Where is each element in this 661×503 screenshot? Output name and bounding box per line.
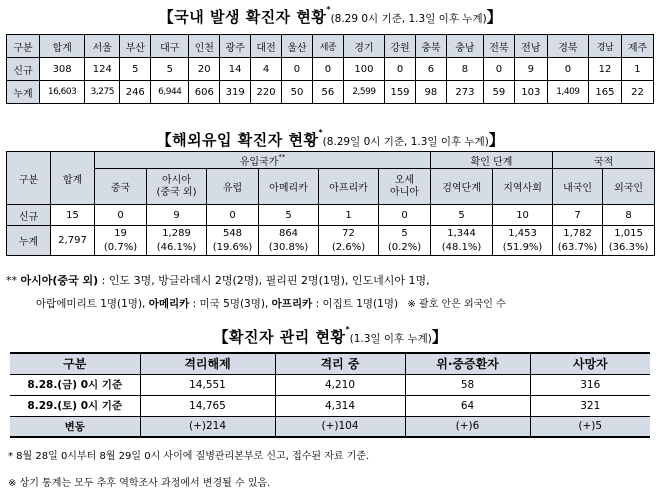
overseas-group-country-sup: ** (278, 152, 286, 161)
domestic-cell: 0 (312, 58, 343, 81)
domestic-cell: 5 (120, 58, 151, 81)
management-row-label: 변동 (10, 416, 140, 437)
overseas-sub-header: 내국인 (553, 169, 603, 205)
domestic-cell: 100 (343, 58, 384, 81)
domestic-header-cell: 광주 (220, 35, 251, 58)
overseas-title-sup: * (318, 128, 323, 137)
management-row (10, 374, 650, 395)
overseas-group-header-row (7, 152, 655, 169)
overseas-sub-header: 아프리카 (319, 169, 379, 205)
overseas-cell: 1,015 (603, 226, 655, 241)
domestic-header-cell: 경기 (343, 35, 384, 58)
note-america-text: : 미국 5명(3명), (189, 298, 272, 310)
domestic-cell: 0 (547, 58, 588, 81)
domestic-cell: 606 (189, 81, 220, 104)
domestic-cell: 4 (251, 58, 282, 81)
domestic-title-close: 】 (486, 8, 503, 26)
management-title-text: 【확진자 관리 현황 (213, 328, 346, 346)
overseas-cell: 1,782 (553, 226, 603, 241)
overseas-sub-header: 외국인 (603, 169, 655, 205)
domestic-header-row (7, 35, 654, 58)
overseas-cell: 1,344 (431, 226, 493, 241)
overseas-pct-cell: (48.1%) (431, 241, 493, 256)
overseas-row-percent (7, 241, 655, 256)
domestic-header-cell: 제주 (621, 35, 653, 58)
domestic-title (0, 6, 661, 27)
management-table (10, 352, 650, 438)
overseas-cell: 1 (319, 205, 379, 226)
domestic-cell: 0 (385, 58, 416, 81)
domestic-header-cell: 울산 (282, 35, 313, 58)
note-africa-label: 아프리카 (271, 298, 313, 310)
note-uae-text: 아랍에미리트 1명(1명), (36, 298, 149, 310)
overseas-col-category: 구분 (7, 152, 51, 205)
footnote-report-basis: * 8월 28일 0시부터 8월 29일 0시 사이에 질병관리본부로 신고, 접수된 자료 기준. (8, 451, 370, 462)
domestic-cell: 14 (220, 58, 251, 81)
management-title-close: 】 (431, 328, 448, 346)
overseas-sub-header: 아메리카 (259, 169, 319, 205)
management-cell: (+)6 (405, 416, 530, 437)
domestic-header-cell: 충남 (446, 35, 483, 58)
domestic-cell: 0 (282, 58, 313, 81)
overseas-new-label: 신규 (7, 205, 51, 226)
overseas-col-total: 합계 (51, 152, 95, 205)
overseas-row-new (7, 205, 655, 226)
management-title-sub: (1.3일 이후 누계) (349, 333, 432, 345)
overseas-title-close: 】 (488, 131, 505, 149)
domestic-cell: 308 (39, 58, 84, 81)
overseas-title-sub: (8.29일 0시 기준, 1.3일 이후 누계) (322, 136, 489, 148)
overseas-title (0, 129, 661, 150)
domestic-cell: 159 (385, 81, 416, 104)
overseas-cell: 864 (259, 226, 319, 241)
note-marker: ** (6, 274, 21, 287)
domestic-header-cell: 서울 (85, 35, 120, 58)
domestic-cell: 98 (415, 81, 446, 104)
overseas-sub-header: 아시아 (중국 외) (147, 169, 207, 205)
overseas-sub-header: 유럽 (207, 169, 259, 205)
domestic-cell: 1 (621, 58, 653, 81)
management-row-label: 8.28.(금) 0시 기준 (10, 374, 140, 395)
overseas-cell: 0 (95, 205, 147, 226)
overseas-pct-cell: (2.6%) (319, 241, 379, 256)
domestic-table (6, 34, 654, 104)
management-cell: 321 (530, 395, 650, 416)
overseas-sub-header-row (7, 169, 655, 205)
domestic-cell: 3,275 (85, 81, 120, 104)
domestic-cell: 103 (514, 81, 547, 104)
overseas-title-text: 【해외유입 확진자 현황 (156, 131, 319, 149)
overseas-cell: 5 (431, 205, 493, 226)
overseas-cell: 9 (147, 205, 207, 226)
management-title-sup: * (345, 325, 350, 334)
overseas-cell: 10 (493, 205, 553, 226)
overseas-group-check: 확인 단계 (431, 152, 553, 169)
overseas-cell: 0 (379, 205, 431, 226)
overseas-pct-cell: (51.9%) (493, 241, 553, 256)
overseas-pct-cell: (63.7%) (553, 241, 603, 256)
overseas-cell: 8 (603, 205, 655, 226)
overseas-pct-cell: (19.6%) (207, 241, 259, 256)
domestic-cell: 124 (85, 58, 120, 81)
overseas-pct-cell: (30.8%) (259, 241, 319, 256)
domestic-title-sub: (8.29 0시 기준, 1.3일 이후 누계) (330, 13, 487, 25)
overseas-table (6, 151, 655, 256)
domestic-cell: 5 (151, 58, 189, 81)
domestic-cell: 2,599 (343, 81, 384, 104)
domestic-cell: 1,409 (547, 81, 588, 104)
country-note-line2 (36, 295, 506, 311)
domestic-cell: 0 (483, 58, 514, 81)
domestic-cell: 신규 (7, 58, 40, 81)
domestic-header-cell: 합계 (39, 35, 84, 58)
management-header-row (10, 353, 650, 374)
overseas-cell: 1,289 (147, 226, 207, 241)
overseas-sub-header: 오세 아니아 (379, 169, 431, 205)
management-header-cell: 위·중증환자 (405, 353, 530, 374)
overseas-sub-header: 지역사회 (493, 169, 553, 205)
domestic-header-cell: 대구 (151, 35, 189, 58)
overseas-pct-cell: (0.7%) (95, 241, 147, 256)
overseas-group-country (95, 152, 431, 169)
management-row-label: 8.29.(토) 0시 기준 (10, 395, 140, 416)
overseas-cell: 5 (379, 226, 431, 241)
overseas-new-total: 15 (51, 205, 95, 226)
domestic-cell: 59 (483, 81, 514, 104)
domestic-header-cell: 부산 (120, 35, 151, 58)
domestic-cell: 누계 (7, 81, 40, 104)
management-cell: (+)214 (140, 416, 275, 437)
management-row (10, 395, 650, 416)
management-title (0, 326, 661, 347)
management-row-change (10, 416, 650, 437)
domestic-cell: 50 (282, 81, 313, 104)
overseas-cell: 19 (95, 226, 147, 241)
overseas-sub-header: 검역단계 (431, 169, 493, 205)
domestic-header-cell: 충북 (415, 35, 446, 58)
overseas-cum-total: 2,797 (51, 226, 95, 256)
domestic-row-new (7, 58, 654, 81)
overseas-cum-label: 누계 (7, 226, 51, 256)
domestic-header-cell: 대전 (251, 35, 282, 58)
domestic-header-cell: 인천 (189, 35, 220, 58)
domestic-header-cell: 경남 (589, 35, 622, 58)
domestic-cell: 319 (220, 81, 251, 104)
overseas-cell: 5 (259, 205, 319, 226)
note-parenthesis-ref: ※ 괄호 안은 외국인 수 (407, 299, 506, 310)
note-asia-text: : 인도 3명, 방글라데시 2명(2명), 필리핀 2명(1명), 인도네시아 1명, (98, 274, 430, 287)
overseas-sub-header: 중국 (95, 169, 147, 205)
domestic-cell: 22 (621, 81, 653, 104)
overseas-cell: 7 (553, 205, 603, 226)
overseas-cell: 0 (207, 205, 259, 226)
domestic-cell: 20 (189, 58, 220, 81)
management-cell: 4,210 (275, 374, 405, 395)
overseas-pct-cell: (0.2%) (379, 241, 431, 256)
domestic-cell: 220 (251, 81, 282, 104)
overseas-group-nationality: 국적 (553, 152, 655, 169)
domestic-header-cell: 전북 (483, 35, 514, 58)
domestic-cell: 246 (120, 81, 151, 104)
management-header-cell: 구분 (10, 353, 140, 374)
note-africa-text: : 이집트 1명(1명) (312, 298, 399, 310)
note-america-label: 아메리카 (148, 298, 190, 310)
overseas-cell: 1,453 (493, 226, 553, 241)
domestic-cell: 273 (446, 81, 483, 104)
overseas-group-country-label: 유입국가 (239, 156, 279, 168)
management-cell: 316 (530, 374, 650, 395)
management-header-cell: 격리 중 (275, 353, 405, 374)
domestic-cell: 165 (589, 81, 622, 104)
management-header-cell: 격리해제 (140, 353, 275, 374)
overseas-cell: 548 (207, 226, 259, 241)
footnote-statistics-change: ※ 상기 통계는 모두 추후 역학조사 과정에서 변경될 수 있음. (8, 478, 271, 489)
domestic-header-cell: 강원 (385, 35, 416, 58)
domestic-header-cell: 구분 (7, 35, 40, 58)
domestic-header-cell: 세종 (312, 35, 343, 58)
domestic-cell: 16,603 (39, 81, 84, 104)
domestic-row-cumulative (7, 81, 654, 104)
overseas-row-cumulative (7, 226, 655, 241)
domestic-cell: 12 (589, 58, 622, 81)
management-cell: 4,314 (275, 395, 405, 416)
overseas-cell: 72 (319, 226, 379, 241)
domestic-header-cell: 전남 (514, 35, 547, 58)
domestic-cell: 9 (514, 58, 547, 81)
management-cell: 14,551 (140, 374, 275, 395)
management-header-cell: 사망자 (530, 353, 650, 374)
domestic-cell: 6,944 (151, 81, 189, 104)
note-asia-label: 아시아(중국 외) (20, 274, 99, 287)
domestic-cell: 8 (446, 58, 483, 81)
management-cell: 58 (405, 374, 530, 395)
domestic-title-sup: * (326, 5, 331, 14)
domestic-cell: 6 (415, 58, 446, 81)
overseas-pct-cell: (36.3%) (603, 241, 655, 256)
domestic-cell: 56 (312, 81, 343, 104)
domestic-title-text: 【국내 발생 확진자 현황 (158, 8, 327, 26)
management-cell: 14,765 (140, 395, 275, 416)
management-cell: 64 (405, 395, 530, 416)
management-cell: (+)104 (275, 416, 405, 437)
management-cell: (+)5 (530, 416, 650, 437)
domestic-header-cell: 경북 (547, 35, 588, 58)
country-note-line1 (6, 272, 430, 288)
overseas-pct-cell: (46.1%) (147, 241, 207, 256)
